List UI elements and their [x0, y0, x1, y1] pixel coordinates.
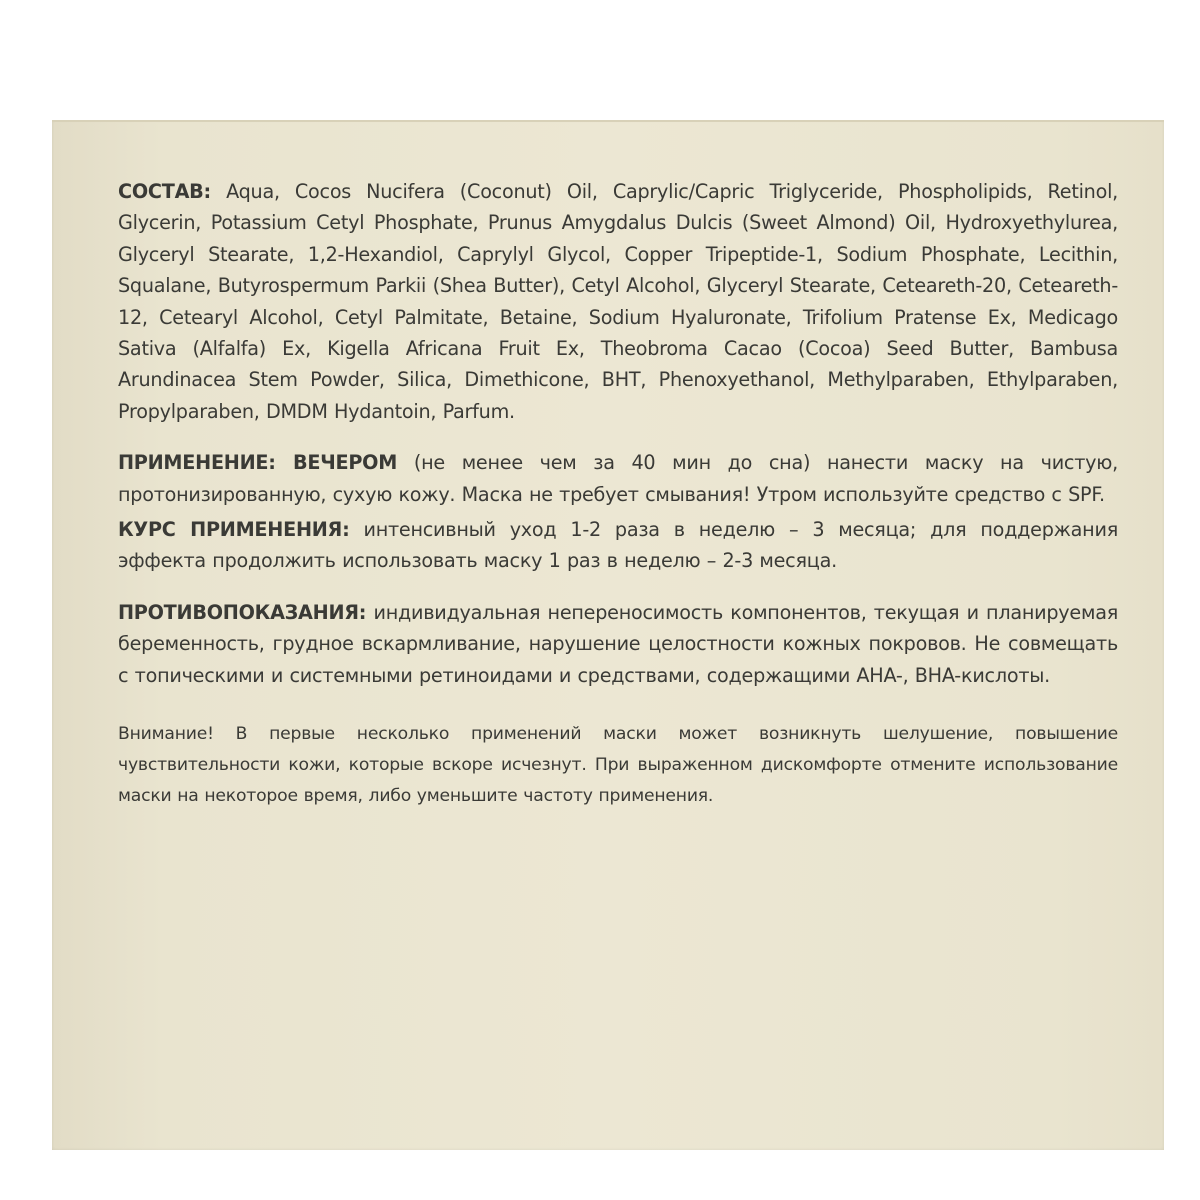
contraindications-text: индивидуальная непереносимость компонентов, текущая и планируемая беременность, грудное вскармливание, нарушение целостности кожных покровов. Не совмещать с топическими и системными ретиноидами и средствами, содержащими AHA-, BHA-кислоты. [118, 600, 1118, 687]
application-paragraph [118, 447, 1118, 510]
course-label: КУРС ПРИМЕНЕНИЯ: [118, 518, 350, 542]
composition-text: Aqua, Cocos Nucifera (Coconut) Oil, Caprylic/Capric Triglyceride, Phospholipids, Retinol, Glycerin, Potassium Cetyl Phosphate, Prunus Amygdalus Dulcis (Sweet Almond) Oil, Hydroxyethylurea, Glyceryl Stearate, 1,2-Hexandiol, Caprylyl Glycol, Copper Tripeptide-1, Sodium Phosphate, Lecithin, Squalane, Butyrospermum Parkii (Shea Butter), Cetyl Alcohol, Glyceryl Stearate, Ceteareth-20, Ceteareth-12, Cetearyl Alcohol, Cetyl Palmitate, Betaine, Sodium Hyaluronate, Trifolium Pratense Ex, Medicago Sativa (Alfalfa) Ex, Kigella Africana Fruit Ex, Theobroma Cacao (Cocoa) Seed Butter, Bambusa Arundinacea Stem Powder, Silica, Dimethicone, BHT, Phenoxyethanol, Methylparaben, Ethylparaben, Propylparaben, DMDM Hydantoin, Parfum. [118, 180, 1119, 423]
contraindications-label: ПРОТИВОПОКАЗАНИЯ: [118, 600, 367, 624]
course-paragraph [118, 514, 1118, 577]
panel-top-edge [52, 120, 1164, 122]
composition-paragraph [118, 176, 1118, 427]
warning-paragraph: Внимание! В первые несколько применений маски может возникнуть шелушение, повышение чувствительности кожи, которые вскоре исчезнут. При выраженном дискомфорте отмените использование маски на некоторое время, либо уменьшите частоту применения. [118, 724, 1118, 807]
contraindications-paragraph [118, 597, 1118, 691]
application-label: ПРИМЕНЕНИЕ: ВЕЧЕРОМ [118, 451, 398, 475]
course-text: интенсивный уход 1-2 раза в неделю – 3 месяца; для поддержания эффекта продолжить использовать маску 1 раз в неделю – 2-3 месяца. [118, 518, 1118, 573]
label-text-block [118, 176, 1118, 812]
application-text: (не менее чем за 40 мин до сна) нанести маску на чистую, протонизированную, сухую кожу. Маска не требует смывания! Утром используйте средство с SPF. [118, 451, 1118, 506]
composition-label: СОСТАВ: [118, 180, 211, 203]
